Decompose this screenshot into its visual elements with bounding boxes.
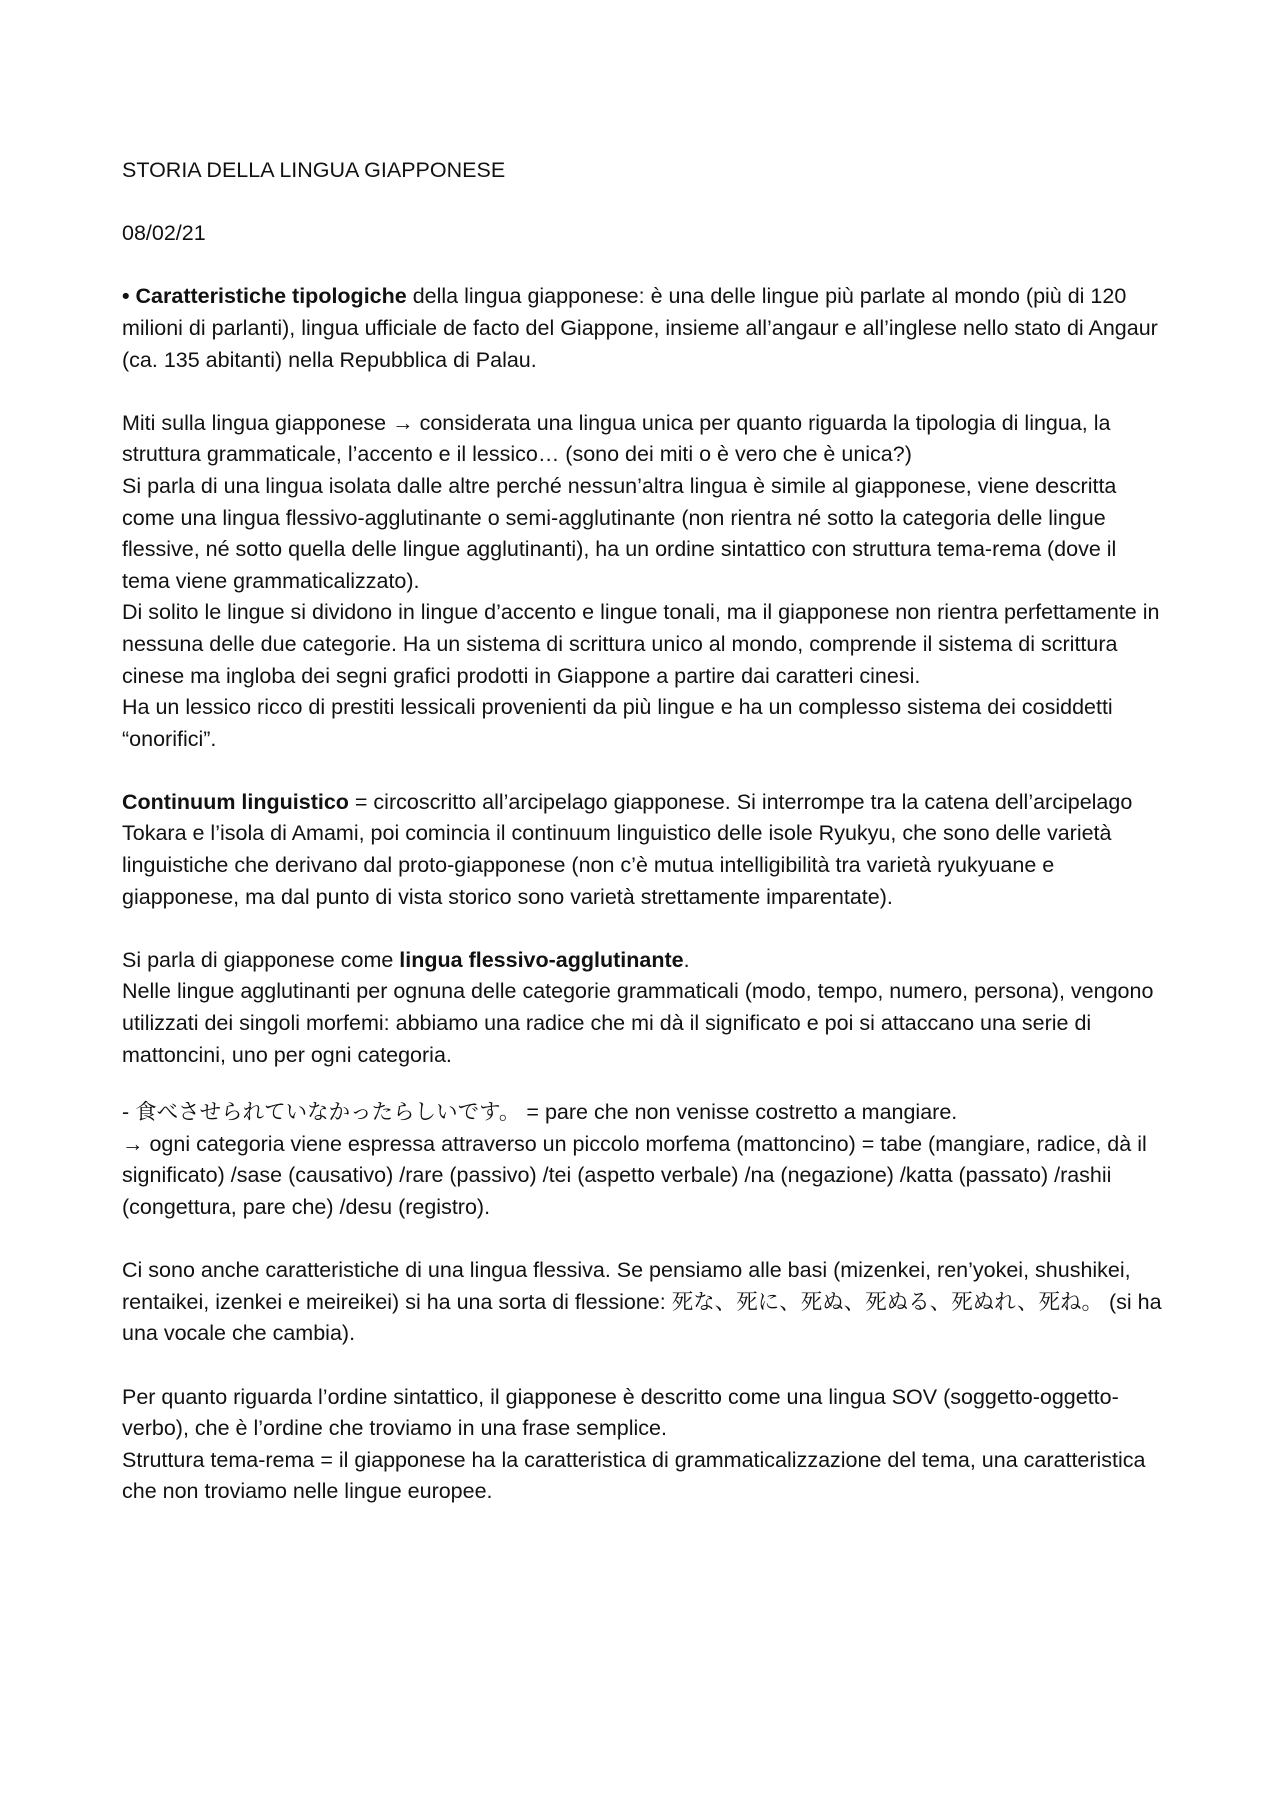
example-translation: = pare che non venisse costretto a mangiare.	[520, 1100, 958, 1125]
paragraph-typological-features	[122, 281, 1170, 376]
paragraph-agglutinative: Nelle lingue agglutinanti per ognuna delle categorie grammaticali (modo, tempo, numero, persona), vengono utilizzati dei singoli morfemi: abbiamo una radice che mi dà il significato e poi si attaccano una serie di mattoncini, uno per ogni categoria.	[122, 979, 1154, 1067]
paragraph-flessiva	[122, 1255, 1170, 1350]
arrow-icon: →	[392, 410, 414, 435]
japanese-inflection: 死な、死に、死ぬ、死ぬる、死ぬれ、死ね。	[671, 1289, 1104, 1315]
document-date: 08/02/21	[122, 221, 206, 246]
paragraph-example	[122, 1097, 1170, 1129]
paragraph-text: considerata una lingua unica per quanto riguarda la tipologia di lingua, la struttura grammaticale, l’accento e il lessico… (sono dei miti o è vero che è unica?)	[122, 410, 1111, 467]
bullet-glyph: •	[122, 284, 130, 309]
bold-continuum: Continuum linguistico	[122, 789, 349, 814]
arrow-icon: →	[122, 1131, 144, 1156]
bold-flessivo-agglutinante: lingua flessivo-agglutinante	[399, 947, 684, 972]
paragraph-continuum	[122, 787, 1170, 913]
paragraph-text: = circoscritto all’arcipelago giapponese. Si interrompe tra la catena dell’arcipelago Tokara e l’isola di Amami, poi comincia il continuum linguistico delle isole Ryukyu, che sono delle varietà linguistiche che derivano dal proto-giapponese (non c’è mutua intelligibilità tra varietà ryukyuane e giapponese, ma dal punto di vista storico sono varietà strettamente imparentate).	[122, 789, 1133, 909]
paragraph-sov: Per quanto riguarda l’ordine sintattico, il giapponese è descritto come una lingua SOV (soggetto-oggetto-verbo), che è l’ordine che troviamo in una frase semplice.	[122, 1384, 1119, 1441]
paragraph-morphemes	[122, 1129, 1170, 1224]
paragraph-text: ogni categoria viene espressa attraverso un piccolo morfema (mattoncino) = tabe (mangiare, radice, dà il significato) /sase (causativo) /rare (passivo) /tei (aspetto verbale) /na (negazione) /katta (passato) /rashii (congettura, pare che) /desu (registro).	[122, 1131, 1147, 1219]
myths-lead: Miti sulla lingua giapponese	[122, 410, 393, 435]
paragraph-flessivo-agglutinante	[122, 945, 1170, 977]
paragraph-myths	[122, 408, 1170, 471]
paragraph-lexicon: Ha un lessico ricco di prestiti lessicali provenienti da più lingue e ha un complesso sistema dei cosiddetti “onorifici”.	[122, 695, 1113, 751]
paragraph-text: Ci sono anche caratteristiche di una lingua flessiva. Se pensiamo alle basi (mizenkei, ren’yokei, shushikei, rentaikei, izenkei e meireikei) si ha una sorta di flessione:	[122, 1258, 1131, 1314]
bold-typological-features: Caratteristiche tipologiche	[135, 284, 407, 309]
example-dash: -	[122, 1100, 136, 1125]
paragraph-tema-rema: Struttura tema-rema = il giapponese ha la caratteristica di grammaticalizzazione del tema, una caratteristica che non troviamo nelle lingue europee.	[122, 1447, 1146, 1504]
japanese-example: 食べさせられていなかったらしいです。	[135, 1100, 521, 1126]
paragraph-text: Si parla di giapponese come	[122, 947, 400, 972]
paragraph-tail: (si ha una vocale che cambia).	[122, 1289, 1162, 1346]
paragraph-accent-writing: Di solito le lingue si dividono in lingue d’accento e lingue tonali, ma il giapponese non rientra perfettamente in nessuna delle due categorie. Ha un sistema di scrittura unico al mondo, comprende il sistema di scrittura cinese ma ingloba dei segni grafici prodotti in Giappone a partire dai caratteri cinesi.	[122, 600, 1160, 688]
paragraph-tail: .	[683, 947, 690, 972]
paragraph-isolated-language: Si parla di una lingua isolata dalle altre perché nessun’altra lingua è simile al giapponese, viene descritta come una lingua flessivo-agglutinante o semi-agglutinante (non rientra né sotto la categoria delle lingue flessive, né sotto quella delle lingue agglutinanti), ha un ordine sintattico con struttura tema-rema (dove il tema viene grammaticalizzato).	[122, 473, 1117, 593]
document-title: STORIA DELLA LINGUA GIAPPONESE	[122, 158, 506, 182]
paragraph-text: della lingua giapponese: è una delle lingue più parlate al mondo (più di 120 milioni di parlanti), lingua ufficiale de facto del Giappone, insieme all’angaur e all’inglese nello stato di Angaur (ca. 135 abitanti) nella Repubblica di Palau.	[122, 284, 1158, 372]
